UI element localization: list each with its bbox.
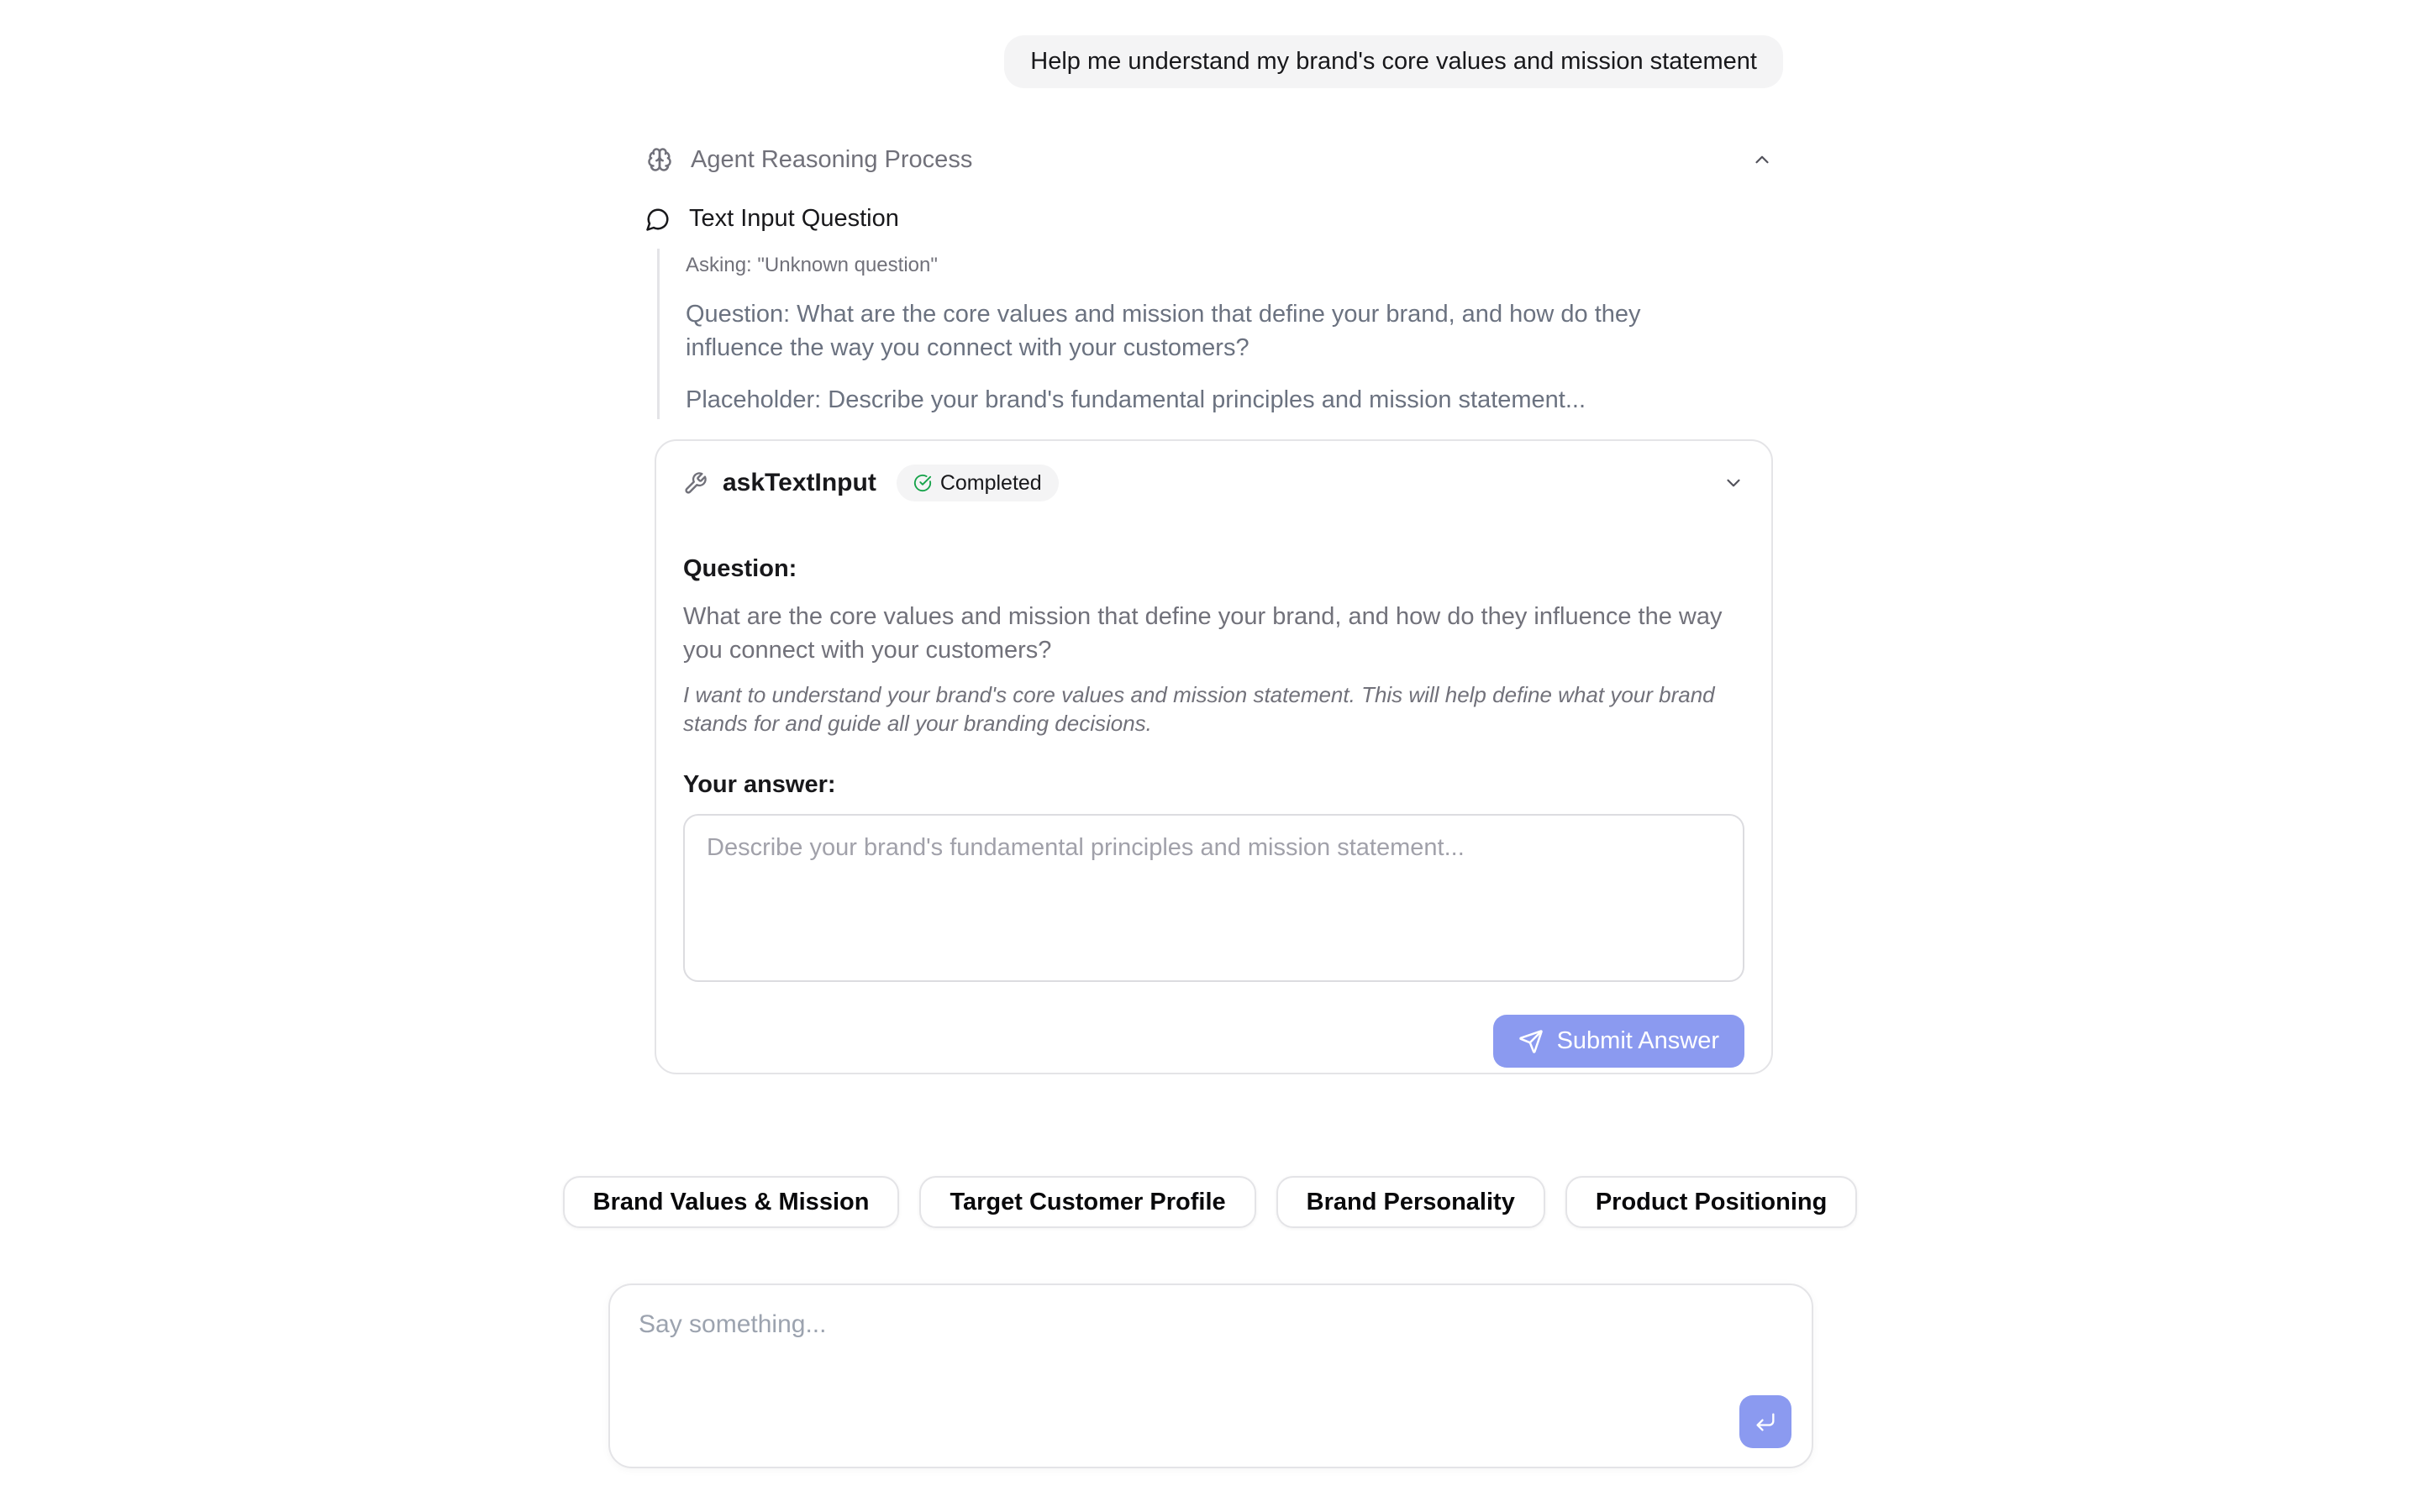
message-composer — [608, 1284, 1813, 1468]
chip-label: Product Positioning — [1595, 1188, 1828, 1215]
step-header — [645, 205, 899, 233]
wrench-icon — [683, 471, 708, 496]
ask-text-input-card — [655, 439, 1773, 1074]
chip-label: Brand Personality — [1306, 1188, 1515, 1215]
composer-input[interactable] — [610, 1285, 1812, 1467]
suggestion-chips — [592, 1176, 1828, 1228]
tool-card-header[interactable] — [683, 463, 1744, 503]
answer-label: Your answer: — [683, 771, 836, 798]
reasoning-placeholder-line: Placeholder: Describe your brand's fundamental principles and mission statement... — [686, 386, 1586, 413]
submit-answer-button[interactable] — [1493, 1015, 1744, 1068]
answer-textarea[interactable] — [683, 814, 1744, 982]
chip-label: Brand Values & Mission — [592, 1188, 870, 1215]
agent-reasoning-header[interactable] — [647, 141, 1773, 178]
status-label: Completed — [939, 470, 1042, 495]
message-circle-icon — [645, 207, 671, 232]
question-text: What are the core values and mission that define your brand, and how do they influence the way you connect with your customers? — [683, 603, 1723, 664]
chip-label: Target Customer Profile — [950, 1188, 1226, 1215]
chip-target-customer-profile[interactable] — [919, 1176, 1255, 1228]
submit-answer-label: Submit Answer — [1556, 1027, 1719, 1054]
chip-brand-values-mission[interactable] — [563, 1176, 900, 1228]
circle-check-icon — [913, 474, 932, 492]
corner-down-left-icon — [1754, 1410, 1777, 1434]
card-footer — [683, 1015, 1744, 1068]
question-label: Question: — [683, 555, 797, 582]
chip-product-positioning[interactable] — [1565, 1176, 1858, 1228]
chevron-up-icon — [1751, 149, 1773, 171]
chevron-down-icon — [1723, 472, 1744, 494]
step-title: Text Input Question — [689, 205, 899, 232]
status-badge — [897, 465, 1059, 501]
send-icon — [1518, 1029, 1544, 1054]
user-message-text: Help me understand my brand's core values and mission statement — [1030, 48, 1757, 75]
tool-name: askTextInput — [723, 469, 876, 496]
asking-line: Asking: "Unknown question" — [686, 254, 938, 276]
question-description: I want to understand your brand's core values and mission statement. This will help define what your brand stands for and guide all your branding decisions. — [683, 682, 1715, 736]
reasoning-detail-block — [657, 249, 1743, 419]
chat-column — [592, 0, 1828, 1512]
reasoning-question-line: Question: What are the core values and mission that define your brand, and how do they influence the way you connect with your customers? — [686, 301, 1641, 361]
chip-brand-personality[interactable] — [1276, 1176, 1545, 1228]
agent-reasoning-title: Agent Reasoning Process — [691, 145, 973, 173]
user-message-bubble — [1004, 35, 1783, 88]
send-message-button[interactable] — [1739, 1395, 1791, 1448]
brain-icon — [647, 147, 672, 172]
